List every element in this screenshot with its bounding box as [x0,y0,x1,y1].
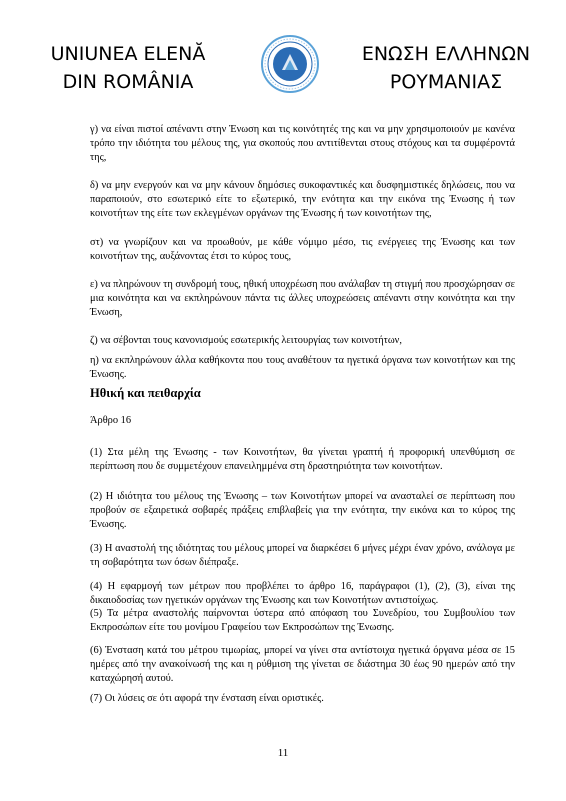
paragraph-st: στ) να γνωρίζουν και να προωθούν, με κάθε νόμιμο μέσο, τις ενέργειες της Ένωσης και των κοινοτήτων της, αυξάνοντας έτσι το κύρος τους, [90,237,515,262]
header-left-line1: UNIUNEA ELENĂ [50,43,206,65]
page-number: 11 [277,747,289,759]
paragraph-i: η) να εκπληρώνουν άλλα καθήκοντα που τους αναθέτουν τα ηγετικά όργανα των κοινοτήτων και της Ένωσης. [90,355,515,380]
article-paragraph-1: (1) Στα μέλη της Ένωσης - των Κοινοτήτων, θα γίνεται γραπτή ή προφορική υπενθύμιση σε περίπτωση που δε συμμετέχουν επανειλημμένα στη δραστηριότητα των κοινοτήτων. [90,447,515,472]
paragraph-g: γ) να είναι πιστοί απέναντι στην Ένωση και τις κοινότητές της και να μην χρησιμοποιούν με κανένα τρόπο την ιδιότητα του μέλους της, για σκοπούς που αντιτίθενται στους στόχους και τα συμφέροντά της, [90,124,515,163]
paragraph-e: ε) να πληρώνουν τη συνδρομή τους, ηθική υποχρέωση που ανάλαβαν τη στιγμή που προσχώρησαν σε μια κοινότητα και να εκπληρώνουν πάντα τις άλλες υποχρεώσεις απέναντι στην κοινότητα και την Ένωση, [90,279,516,318]
article-label: Άρθρο 16 [90,415,132,426]
organization-logo-icon [260,34,320,94]
header-right-line2: ΡΟΥΜΑΝΙΑΣ [389,71,503,93]
header-right-title [356,40,536,96]
article-paragraph-5: (5) Τα μέτρα αναστολής παίρνονται ύστερα από απόφαση του Συνεδρίου, του Συμβουλίου των Εκπροσώπων είτε του μονίμου Γραφείου των Εκπροσώπων της Ένωσης. [90,608,515,633]
paragraph-z: ζ) να σέβονται τους κανονισμούς εσωτερικής λειτουργίας των κοινοτήτων, [90,335,402,346]
section-heading: Ηθική και πειθαρχία [90,386,201,400]
article-paragraph-4: (4) Η εφαρμογή των μέτρων που προβλέπει το άρθρο 16, παράγραφοι (1), (2), (3), είναι της δικαιοδοσίας των ηγετικών οργάνων της Ένωσης και των Κοινοτήτων αντιστοίχως. [90,581,515,606]
article-paragraph-6: (6) Ένσταση κατά του μέτρου τιμωρίας, μπορεί να γίνει στα αντίστοιχα ηγετικά όργανα μέσα σε 15 ημέρες από την ανακοίνωσή της και η ρύθμιση της γίνεται σε διάστημα 30 έως 90 ημερών από την καταχώρησή αυτού. [90,645,515,684]
article-paragraph-2: (2) Η ιδιότητα του μέλους της Ένωσης – των Κοινοτήτων μπορεί να ανασταλεί σε περίπτωση που προβούν σε εξαιρετικά σοβαρές πράξεις επιβλαβείς για την ενότητα, την εικόνα και το κύρος της Ένωσης. [90,491,515,530]
header-left-title [48,40,208,96]
article-paragraph-3: (3) Η αναστολή της ιδιότητας του μέλους μπορεί να διαρκέσει 6 μήνες μέχρι έναν χρόνο, ανάλογα με τη σοβαρότητα των όσων διέπραξε. [90,543,515,568]
header-left-line2: DIN ROMÂNIA [62,71,194,93]
article-paragraph-7: (7) Οι λύσεις σε ότι αφορά την ένσταση είναι οριστικές. [90,693,324,704]
paragraph-d: δ) να μην ενεργούν και να μην κάνουν δημόσιες συκοφαντικές και δυσφημιστικές δηλώσεις, που να παραποιούν, στο εσωτερικό είτε το εξωτερικό, την ενότητα και την εικόνα της Ένωσης ή των κοινοτήτων της είτε των εκλεγμένων οργάνων της Ένωσης ή των κοινοτήτων της, [90,180,515,219]
header-right-line1: ΕΝΩΣΗ ΕΛΛΗΝΩΝ [361,43,531,65]
